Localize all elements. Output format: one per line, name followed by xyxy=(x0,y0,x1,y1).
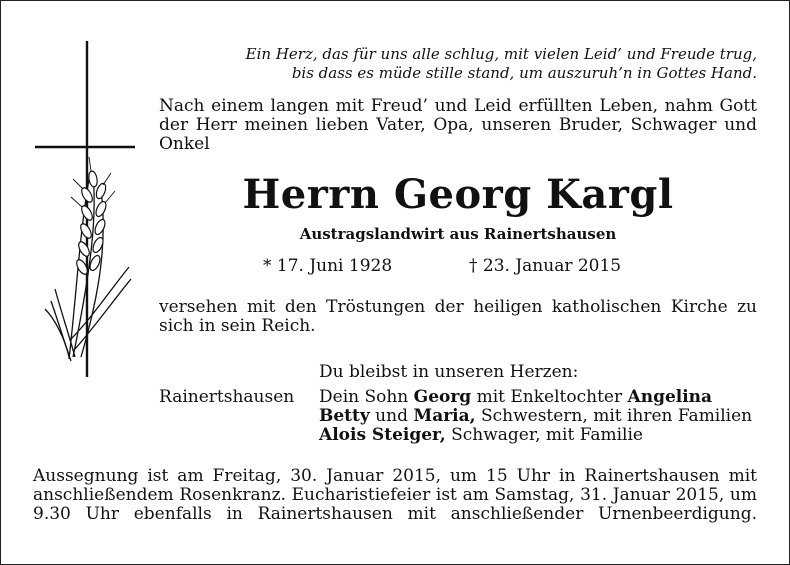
mourner-name: Angelina xyxy=(627,387,713,407)
mourner-text: Dein Sohn xyxy=(319,387,414,407)
motto-line: Ein Herz, das für uns alle schlug, mit vielen Leid’ und Freude trug, xyxy=(245,45,757,63)
motto-verse xyxy=(159,45,757,83)
mourner-name: Maria, xyxy=(413,406,476,426)
mourner-text: und xyxy=(369,406,414,426)
deceased-occupation: Austragslandwirt aus Rainertshausen xyxy=(299,225,617,243)
intro-text: Nach einem langen mit Freud’ und Leid erfüllten Leben, nahm Gott der Herr meinen lieben Vater, Opa, unseren Bruder, Schwager und Onkel xyxy=(159,96,757,154)
mourners-line xyxy=(319,407,757,426)
service-details: Aussegnung ist am Freitag, 30. Januar 2015, um 15 Uhr in Rainertshausen mit anschließendem Rosenkranz. Eucharistiefeier ist am Samstag, 31. Januar 2015, um 9.30 Uhr ebenfalls in Rainertshausen mit anschließender Urnenbeerdigung. xyxy=(33,466,757,524)
mourners-line xyxy=(319,388,757,407)
mourners-list xyxy=(319,388,757,445)
mourner-text: Schwager, mit Familie xyxy=(445,425,643,445)
death-date: † 23. Januar 2015 xyxy=(469,256,622,276)
mourners-line xyxy=(319,426,757,445)
mourner-text: Schwestern, mit ihren Familien xyxy=(475,406,753,426)
birth-date: * 17. Juni 1928 xyxy=(263,256,393,276)
mourners-place: Rainertshausen xyxy=(159,387,295,407)
cross-with-wheat-icon xyxy=(31,39,141,379)
motto-line: bis dass es müde stille stand, um auszuruh’n in Gottes Hand. xyxy=(291,64,757,82)
mourner-name: Betty xyxy=(319,406,370,426)
mourner-name: Georg xyxy=(413,387,472,407)
mourner-name: Alois Steiger, xyxy=(319,425,446,445)
sacrament-text: versehen mit den Tröstungen der heiligen katholischen Kirche zu sich in sein Reich. xyxy=(159,297,757,336)
deceased-name: Herrn Georg Kargl xyxy=(242,171,674,218)
mourner-text: mit Enkeltochter xyxy=(471,387,628,407)
farewell-line: Du bleibst in unseren Herzen: xyxy=(319,362,579,382)
